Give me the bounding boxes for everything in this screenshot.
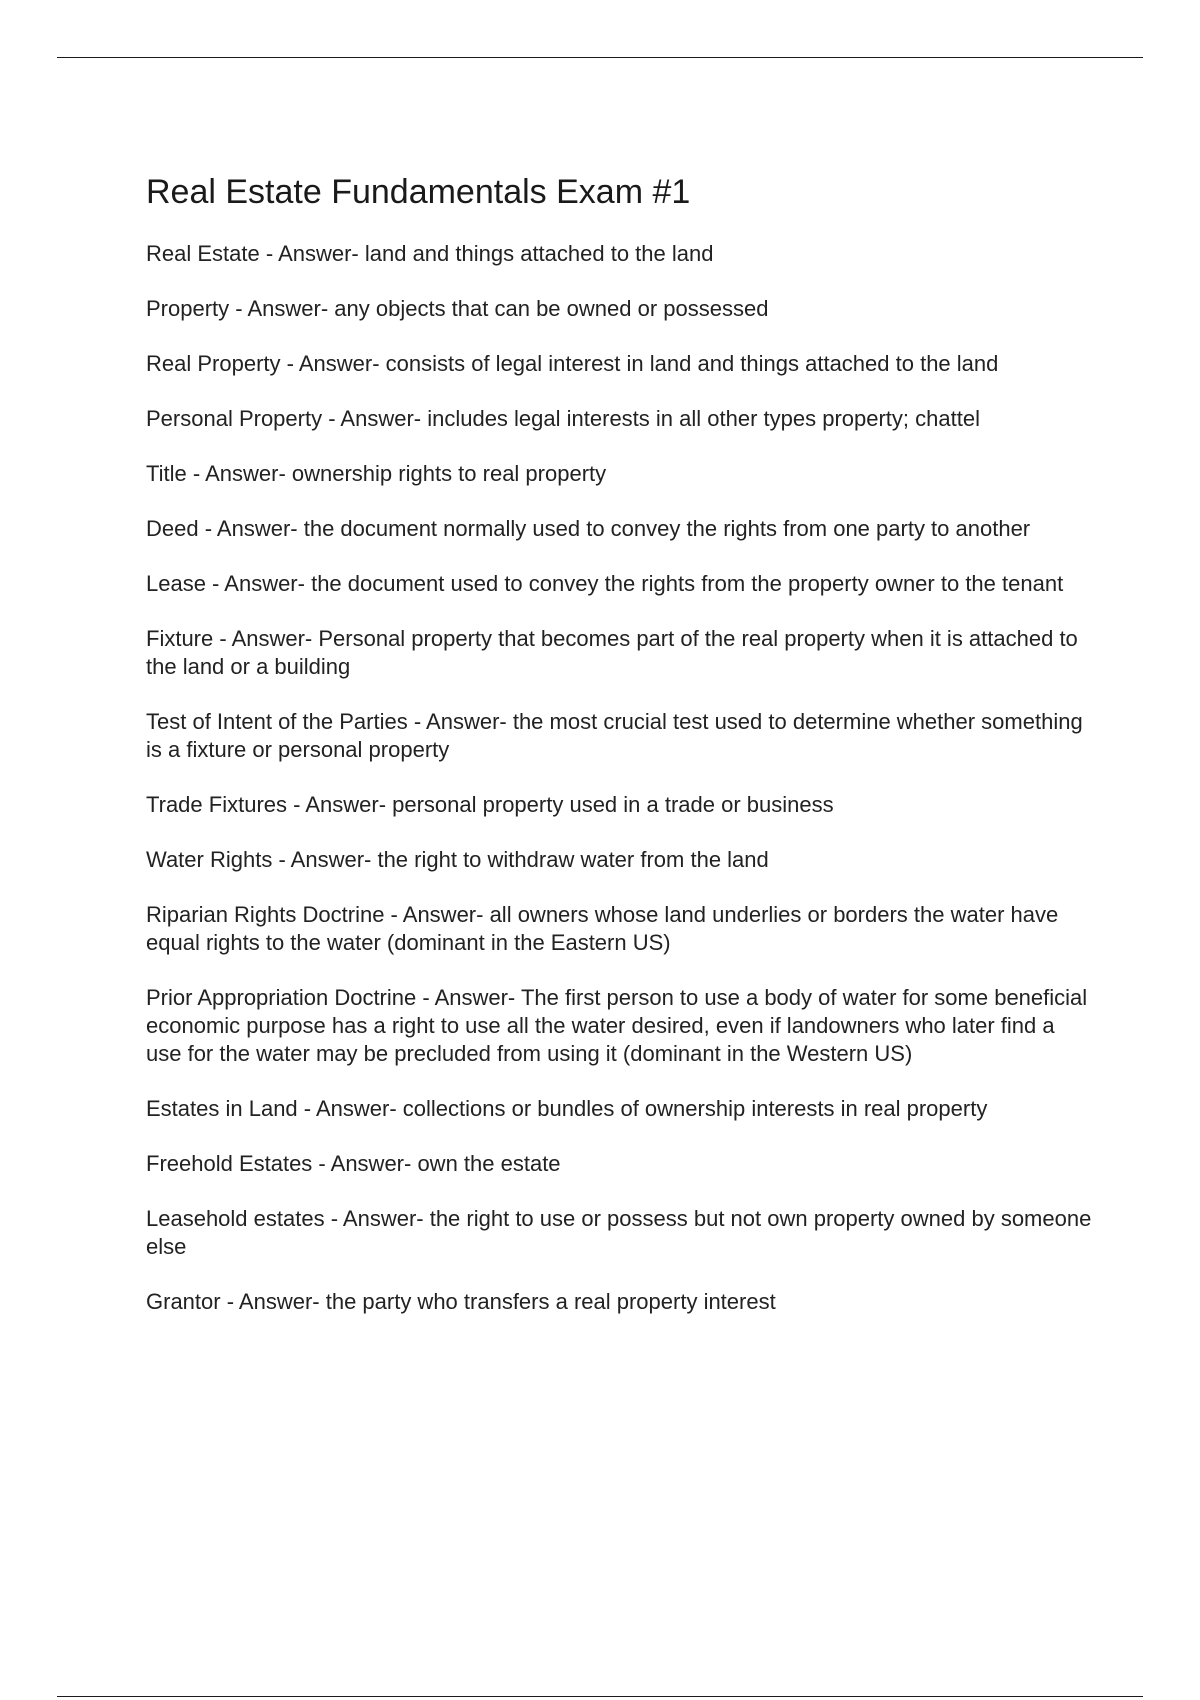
list-item: Deed - Answer- the document normally used to convey the rights from one party to another — [146, 516, 1031, 541]
top-rule — [57, 57, 1143, 58]
list-item: Real Estate - Answer- land and things attached to the land — [146, 241, 714, 266]
document-body — [146, 172, 1096, 1343]
list-item: Prior Appropriation Doctrine - Answer- The first person to use a body of water for some beneficial economic purpose has a right to use all the water desired, even if landowners who later find a use for the water may be precluded from using it (dominant in the Western US) — [146, 985, 1088, 1066]
list-item: Freehold Estates - Answer- own the estate — [146, 1151, 561, 1176]
list-item: Grantor - Answer- the party who transfers a real property interest — [146, 1289, 776, 1314]
bottom-rule — [57, 1696, 1143, 1697]
list-item: Trade Fixtures - Answer- personal property used in a trade or business — [146, 792, 834, 817]
list-item: Test of Intent of the Parties - Answer- the most crucial test used to determine whether something is a fixture or personal property — [146, 709, 1083, 762]
list-item: Estates in Land - Answer- collections or bundles of ownership interests in real property — [146, 1096, 988, 1121]
list-item: Title - Answer- ownership rights to real property — [146, 461, 607, 486]
list-item: Property - Answer- any objects that can be owned or possessed — [146, 296, 769, 321]
list-item: Water Rights - Answer- the right to withdraw water from the land — [146, 847, 769, 872]
list-item: Leasehold estates - Answer- the right to use or possess but not own property owned by someone else — [146, 1206, 1092, 1259]
entry-list — [146, 240, 1096, 1316]
list-item: Fixture - Answer- Personal property that becomes part of the real property when it is attached to the land or a building — [146, 626, 1078, 679]
list-item: Lease - Answer- the document used to convey the rights from the property owner to the tenant — [146, 571, 1064, 596]
list-item: Riparian Rights Doctrine - Answer- all owners whose land underlies or borders the water have equal rights to the water (dominant in the Eastern US) — [146, 902, 1059, 955]
list-item: Real Property - Answer- consists of legal interest in land and things attached to the land — [146, 351, 999, 376]
page-title: Real Estate Fundamentals Exam #1 — [146, 173, 691, 211]
list-item: Personal Property - Answer- includes legal interests in all other types property; chattel — [146, 406, 980, 431]
